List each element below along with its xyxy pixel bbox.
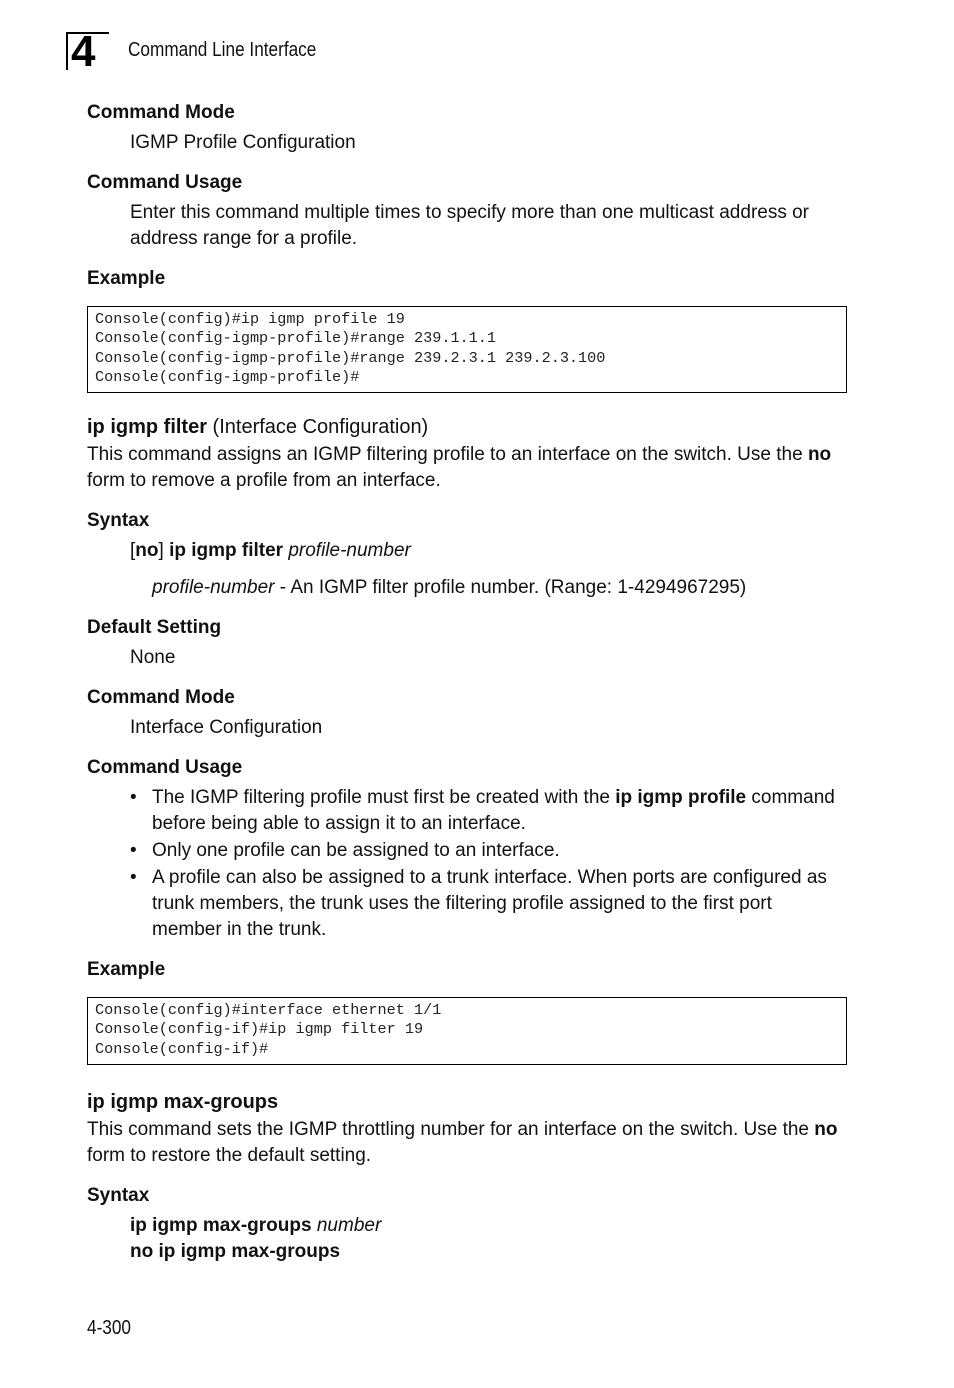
bullet-text: The IGMP filtering profile must first be created with the — [152, 787, 616, 809]
chapter-number: 4 — [66, 32, 109, 70]
usage-bullet-list — [130, 785, 846, 943]
command-usage-heading: Command Usage — [87, 757, 243, 779]
list-item — [130, 838, 846, 864]
syntax-line-no: no ip igmp max-groups — [130, 1241, 341, 1263]
bullet: • — [130, 867, 137, 889]
command-title-ip-igmp-filter — [87, 414, 847, 440]
keyword-no: no — [814, 1119, 838, 1141]
command-description — [87, 1117, 847, 1169]
parameter-name: profile-number — [152, 577, 275, 599]
bullet-text: A profile can also be assigned to a trunk interface. When ports are configured as trunk members, the trunk uses the filtering profile assigned to the first port member in the trunk. — [152, 867, 827, 941]
command-usage-heading: Command Usage — [87, 172, 243, 193]
page-number: 4-300 — [87, 1317, 131, 1339]
command-title-ip-igmp-max-groups: ip igmp max-groups — [87, 1091, 279, 1114]
description-text: form to restore the default setting. — [87, 1145, 372, 1167]
parameter-text: - An IGMP filter profile number. (Range: 1-4294967295) — [274, 577, 747, 599]
syntax-line — [130, 1213, 847, 1239]
syntax-heading: Syntax — [87, 1185, 150, 1207]
bracket: [ — [130, 540, 136, 562]
code-example: Console(config)#interface ethernet 1/1 Console(config-if)#ip igmp filter 19 Console(config-if)# — [87, 997, 847, 1065]
list-item — [130, 785, 846, 837]
page-content — [87, 100, 847, 1265]
syntax-command: ip igmp filter — [169, 540, 284, 562]
bullet: • — [130, 787, 137, 809]
command-mode-heading: Command Mode — [87, 687, 235, 709]
command-name: ip igmp filter — [87, 416, 207, 439]
example-heading: Example — [87, 268, 166, 289]
syntax-parameter: profile-number — [283, 540, 411, 562]
command-mode-value: Interface Configuration — [130, 717, 323, 739]
description-text: This command sets the IGMP throttling number for an interface on the switch. Use the — [87, 1119, 815, 1141]
command-mode-heading: Command Mode — [87, 102, 235, 123]
list-item — [130, 865, 846, 943]
example-heading: Example — [87, 959, 166, 981]
syntax-heading: Syntax — [87, 510, 150, 532]
default-setting-heading: Default Setting — [87, 617, 222, 639]
bullet: • — [130, 840, 137, 862]
command-mode-value: IGMP Profile Configuration — [130, 132, 356, 153]
syntax-line — [130, 538, 847, 564]
chapter-title: Command Line Interface — [128, 39, 317, 61]
bullet-text: Only one profile can be assigned to an interface. — [152, 840, 560, 862]
bracket: ] — [158, 540, 170, 562]
syntax-command: ip igmp max-groups — [130, 1215, 312, 1237]
code-example: Console(config)#ip igmp profile 19 Console(config-igmp-profile)#range 239.1.1.1 Console(config-igmp-profile)#range 239.2.3.1 239.2.3.100 Console(config-igmp-profile)# — [87, 306, 847, 393]
command-usage-text: Enter this command multiple times to specify more than one multicast address or address range for a profile. — [130, 202, 810, 249]
default-setting-value: None — [130, 647, 176, 669]
description-text: This command assigns an IGMP filtering profile to an interface on the switch. Use the — [87, 444, 808, 466]
keyword-no: no — [135, 540, 159, 562]
description-text: form to remove a profile from an interface. — [87, 470, 441, 492]
syntax-parameter: number — [311, 1215, 382, 1237]
bullet-text: command before being able to assign it to an interface. — [152, 787, 835, 835]
command-description — [87, 442, 837, 494]
command-reference: ip igmp profile — [615, 787, 747, 809]
parameter-description — [152, 575, 847, 601]
keyword-no: no — [807, 444, 832, 466]
command-context: (Interface Configuration) — [207, 416, 429, 439]
